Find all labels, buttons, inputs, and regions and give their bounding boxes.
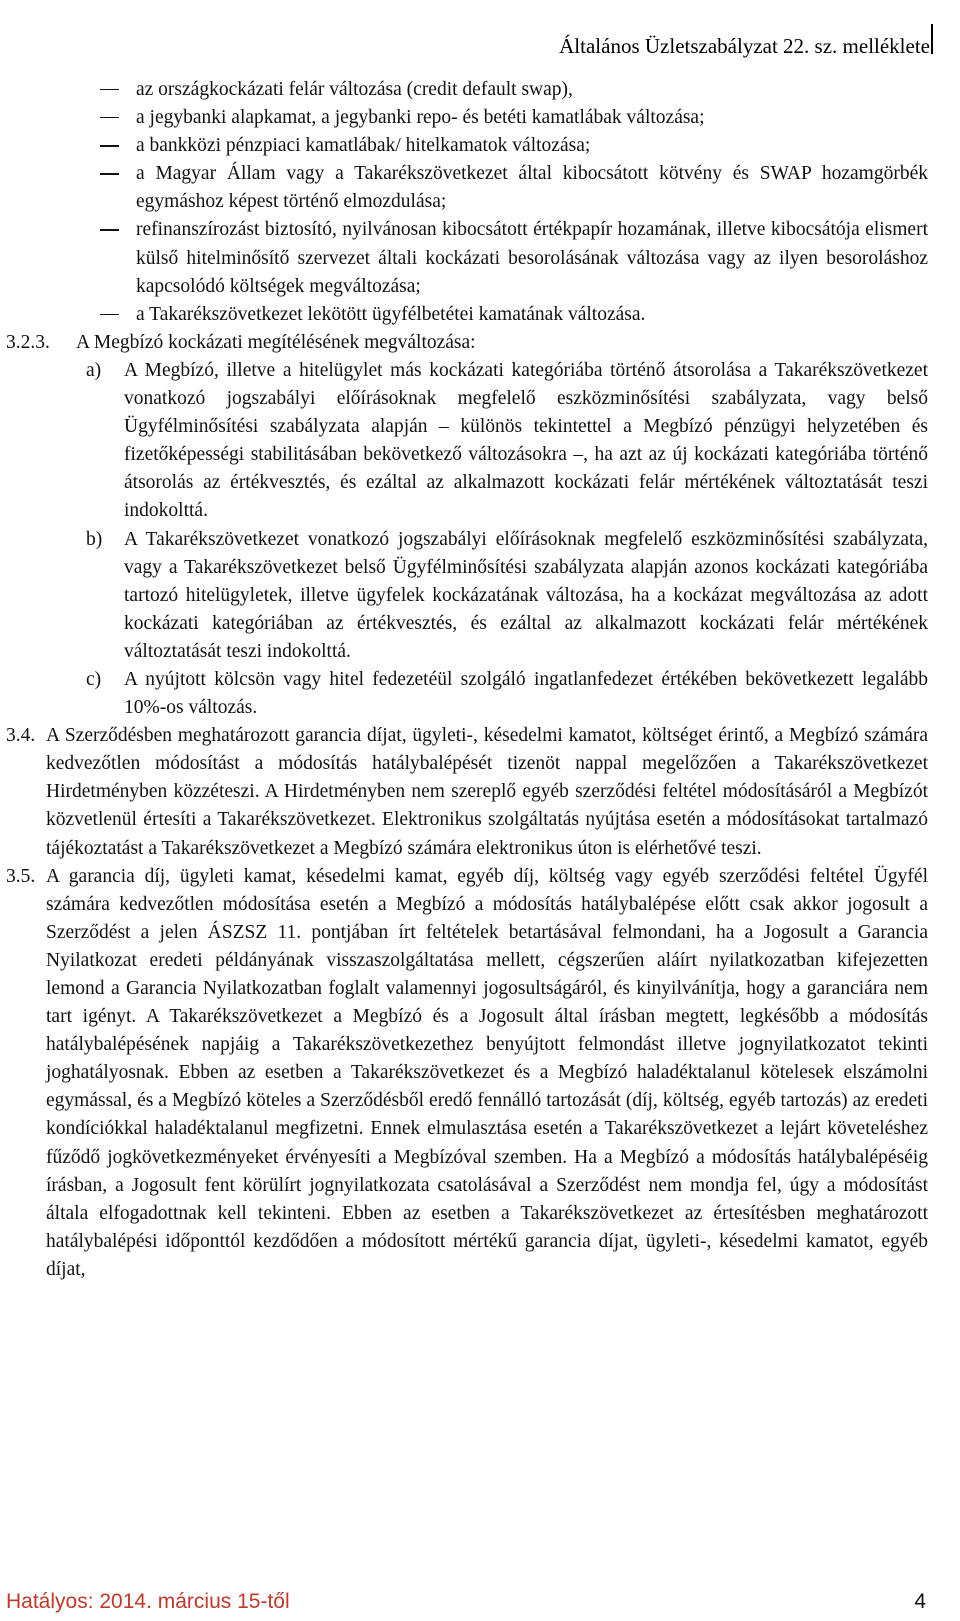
section-number: 3.5.: [6, 865, 36, 887]
header-rule: [931, 24, 933, 54]
section-title: A Megbízó kockázati megítélésének megváltozása:: [76, 331, 476, 353]
dash-bullet-icon: [100, 173, 119, 174]
dash-bullet-icon: [100, 89, 119, 90]
list-item-text: a bankközi pénzpiaci kamatlábak/ hitelkamatok változása;: [136, 135, 591, 157]
item-label: a): [86, 359, 102, 381]
page-header: Általános Üzletszabályzat 22. sz. melléklete: [559, 34, 930, 58]
list-item-text: a Magyar Állam vagy a Takarékszövetkezet által kibocsátott kötvény és SWAP hozamgörbék egymáshoz képest történő elmozdulása;: [136, 163, 928, 213]
section-text: A Szerződésben meghatározott garancia díjat, ügyleti-, késedelmi kamatot, költséget érintő, a Megbízó számára kedvezőtlen módosítást a módosítás hatálybalépését tizenöt nappal megelőzően a Takarékszövetkezet Hirdetményben közzéteszi. A Hirdetményben nem szereplő egyéb szerződési feltétel módosításáról a Megbízót közvetlenül értesíti a Takarékszövetkezet. Elektronikus szolgáltatás nyújtása esetén a módosításokat tartalmazó tájékoztatást a Takarékszövetkezet a Megbízó számára elektronikus úton is elérhetővé teszi.: [46, 725, 928, 859]
item-text: A Takarékszövetkezet vonatkozó jogszabályi előírásoknak megfelelő eszközminősítési szabályzata, vagy a Takarékszövetkezet belső Ügyfélminősítési szabályzata alapján azonos kockázati kategóriába tartozó hitelügyletek, illetve ügyfelek kockázatának változása, ha a kockázat megváltozása az adott kockázati kategóriában az értékvesztés, és ezáltal az alkalmazott kockázati felár mértékének változtatását teszi indokolttá.: [124, 528, 928, 662]
item-text: A nyújtott kölcsön vagy hitel fedezetéül szolgáló ingatlanfedezet értékében bekövetkezett legalább 10%-os változás.: [124, 668, 928, 719]
list-item: [0, 160, 960, 216]
subsection-item-c: [0, 666, 960, 722]
section-number: 3.4.: [6, 725, 36, 747]
list-item-text: az országkockázati felár változása (credit default swap),: [136, 79, 573, 100]
list-item: [0, 104, 960, 132]
item-text: A Megbízó, illetve a hitelügylet más kockázati kategóriába történő átsorolása a Takarékszövetkezet vonatkozó jogszabályi előírásoknak megfelelő eszközminősítési szabályzata, vagy belső Ügyfélminősítési szabályzata alapján – különös tekintettel a Megbízó pénzügyi helyzetében és fizetőképességi stabilitásában bekövetkező változásokra –, ha azt az új kockázati kategóriába történő átsorolás az értékvesztés, és ezáltal az alkalmazott kockázati felár mértékének változtatását teszi indokolttá.: [124, 359, 928, 522]
section-3-4: [0, 722, 960, 862]
page-number: 4: [914, 1590, 926, 1613]
item-label: c): [86, 668, 102, 690]
dash-bullet-icon: [100, 314, 119, 315]
item-label: b): [86, 528, 103, 550]
list-item-text: a jegybanki alapkamat, a jegybanki repo- és betéti kamatlábak változása;: [136, 107, 705, 129]
section-text: A garancia díj, ügyleti kamat, késedelmi kamat, egyéb díj, költség vagy egyéb szerződési feltétel Ügyfél számára kedvezőtlen módosítása esetén a Megbízó a módosítás hatálybalépése előtt csak akkor jogosult a Szerződést a jelen ÁSZSZ 11. pontjában írt feltételek betartásával felmondani, ha a Jogosult a Garancia Nyilatkozat eredeti példányának visszaszolgáltatása mellett, cégszerűen aláírt nyilatkozatban kifejezetten lemond a Garancia Nyilatkozatban foglalt valamennyi jogosultságáról, és kinyilvánítja, hogy a garanciára nem tart igényt. A Takarékszövetkezet a Megbízó és a Jogosult által írásban megtett, legkésőbb a módosítás hatálybalépésének napjáig a Takarékszövetkezethez benyújtott felmondást illetve jognyilatkozatot tekinti joghatályosnak. Ebben az esetben a Takarékszövetkezet és a Megbízó haladéktalanul kötelesek elszámolni egymással, és a Megbízó köteles a Szerződésből eredő fennálló tartozását (díj, költség, egyéb tartozás) az eredeti kondíciókkal haladéktalanul megfizetni. Ennek elmulasztása esetén a Takarékszövetkezet a lejárt követeléshez fűződő jogkövetkezményeket érvényesíti a Megbízóval szemben. Ha a Megbízó a módosítás hatálybalépéséig írásban, a Jogosult fent körülírt jognyilatkozata csatolásával a Szerződést nem mondja fel, úgy a módosítást általa elfogadottnak kell tekinteni. Ebben az esetben a Takarékszövetkezet az értesítésben meghatározott hatálybalépési időponttól kezdődően a módosított mértékű garancia díjat, ügyleti-, késedelmi kamatot, egyéb díjat,: [46, 865, 928, 1280]
list-item: [0, 216, 960, 300]
list-item: [0, 76, 960, 104]
list-item: [0, 301, 960, 329]
section-3-5: [0, 863, 960, 1284]
subsection-item-b: [0, 526, 960, 666]
dash-bullet-icon: [100, 117, 119, 118]
dash-bullet-icon: [100, 145, 119, 146]
section-heading-3-2-3: [0, 329, 960, 357]
subsection-item-a: [0, 357, 960, 526]
dash-bullet-icon: [100, 229, 119, 230]
section-number: 3.2.3.: [6, 331, 50, 353]
list-item-text: a Takarékszövetkezet lekötött ügyfélbetétei kamatának változása.: [136, 303, 646, 325]
document-body: [0, 76, 960, 1284]
footer-effective-date: Hatályos: 2014. március 15-től: [6, 1590, 290, 1613]
list-item: [0, 132, 960, 160]
list-item-text: refinanszírozást biztosító, nyilvánosan kibocsátott értékpapír hozamának, illetve kibocsátója elismert külső hitelminősítő szervezet általi kockázati besorolásának változása vagy az ilyen besoroláshoz kapcsolódó költségek megváltozása;: [136, 219, 928, 297]
